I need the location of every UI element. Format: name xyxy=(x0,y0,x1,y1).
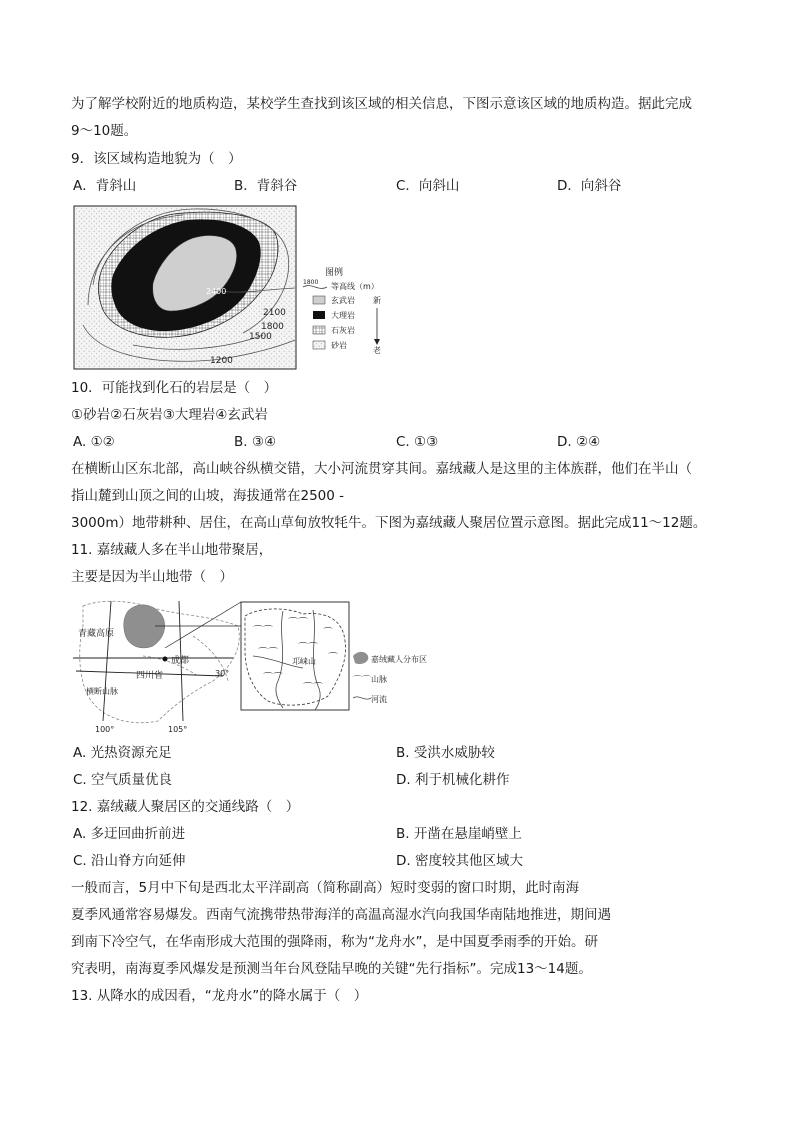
label-qionglai: 邛崃山 xyxy=(292,657,316,666)
q11-option-d: D. 利于机械化耕作 xyxy=(396,772,510,788)
intro1-line1: 为了解学校附近的地质构造，某校学生查找到该区域的相关信息，下图示意该区域的地质构造。据此完成 xyxy=(71,96,692,112)
legend-sandstone: 砂岩 xyxy=(331,341,347,350)
svg-text:⌒: ⌒ xyxy=(328,653,338,664)
q12-option-c: C. 沿山脊方向延伸 xyxy=(73,853,186,869)
label-lon100: 100° xyxy=(95,725,115,734)
q9-option-c: C．向斜山 xyxy=(396,178,460,194)
intro2-line3: 3000m）地带耕种、居住，在高山草甸放牧牦牛。下图为嘉绒藏人聚居位置示意图。据此完成11～12题。 xyxy=(71,515,707,531)
contour-label-1800: 1800 xyxy=(261,322,284,332)
legend-marble: 大理岩 xyxy=(331,311,355,320)
intro3-line1: 一般而言，5月中下旬是西北太平洋副高（简称副高）短时变弱的窗口时期，此时南海 xyxy=(71,880,580,896)
age-old-label: 老 xyxy=(373,346,381,355)
contour-label-1200: 1200 xyxy=(210,356,233,366)
q11-stem-line1: 11. 嘉绒藏人多在半山地带聚居， xyxy=(71,542,273,558)
legend-mountain: 山脉 xyxy=(371,675,387,684)
label-chengdu: 成都 xyxy=(171,656,190,666)
contour-label-2100: 2100 xyxy=(263,308,286,318)
q9-option-d: D．向斜谷 xyxy=(557,178,622,194)
q11-stem-line2: 主要是因为半山地带（ ） xyxy=(71,569,233,585)
q10-stem: 10．可能找到化石的岩层是（ ） xyxy=(71,380,278,396)
legend-basalt: 玄武岩 xyxy=(331,296,355,305)
intro1-line2: 9～10题。 xyxy=(71,123,138,139)
svg-text:⌒⌒: ⌒⌒ xyxy=(298,643,318,654)
q9-stem: 9．该区域构造地貌为（ ） xyxy=(71,151,242,167)
map1-legend xyxy=(303,266,381,355)
q12-option-a: A. 多迂回曲折前进 xyxy=(73,826,186,842)
q11-option-b: B. 受洪水威胁较 xyxy=(396,745,495,761)
label-sichuan: 四川省 xyxy=(136,671,164,681)
q10-option-d: D. ②④ xyxy=(557,434,601,450)
legend-contour-sample: 1800 xyxy=(303,279,319,286)
label-hengduan: 横断山脉 xyxy=(86,687,118,696)
svg-text:⌒⌒: ⌒⌒ xyxy=(353,676,372,686)
label-lon105: 105° xyxy=(168,725,188,734)
age-new-label: 新 xyxy=(373,296,381,305)
legend-contour: 等高线（m） xyxy=(331,282,379,291)
svg-text:⌒⌒: ⌒⌒ xyxy=(263,673,283,684)
label-plateau: 青藏高原 xyxy=(78,629,115,639)
q10-choices: ①砂岩②石灰岩③大理岩④玄武岩 xyxy=(71,407,268,423)
map2-inset xyxy=(241,602,349,710)
svg-text:⌒: ⌒ xyxy=(323,628,333,639)
contour-label-1500: 1500 xyxy=(249,332,272,342)
intro2-line2: 指山麓到山顶之间的山坡，海拔通常在2500 - xyxy=(71,488,345,504)
geology-map xyxy=(73,205,403,371)
q11-option-a: A. 光热资源充足 xyxy=(73,745,172,761)
svg-text:⌒⌒: ⌒⌒ xyxy=(303,683,323,694)
legend-river: 河流 xyxy=(371,695,387,704)
q12-option-d: D. 密度较其他区域大 xyxy=(396,853,523,869)
location-map xyxy=(73,596,453,738)
intro2-line1: 在横断山区东北部，高山峡谷纵横交错，大小河流贯穿其间。嘉绒藏人是这里的主体族群，他们在半山（ xyxy=(71,461,692,477)
legend-title: 图例 xyxy=(325,268,344,278)
q12-option-b: B. 开凿在悬崖峭壁上 xyxy=(396,826,522,842)
q10-option-a: A. ①② xyxy=(73,434,115,450)
map2-legend xyxy=(353,652,427,704)
q12-stem: 12. 嘉绒藏人聚居区的交通线路（ ） xyxy=(71,799,300,815)
contour-label-2400: 2400 xyxy=(206,287,227,296)
q10-option-b: B. ③④ xyxy=(234,434,277,450)
svg-text:⌒⌒: ⌒⌒ xyxy=(253,626,273,637)
q10-option-c: C. ①③ xyxy=(396,434,439,450)
intro3-line3: 到南下冷空气，在华南形成大范围的强降雨，称为“龙舟水”，是中国夏季雨季的开始。研 xyxy=(71,934,598,950)
legend-limestone: 石灰岩 xyxy=(331,326,355,335)
svg-text:⌒⌒: ⌒⌒ xyxy=(288,618,308,629)
intro3-line4: 究表明，南海夏季风爆发是预测当年台风登陆早晚的关键“先行指标”。完成13～14题。 xyxy=(71,961,592,977)
q9-option-b: B．背斜谷 xyxy=(234,178,298,194)
intro3-line2: 夏季风通常容易爆发。西南气流携带热带海洋的高温高湿水汽向我国华南陆地推进，期间遇 xyxy=(71,907,611,923)
legend-jiarong-area: 嘉绒藏人分布区 xyxy=(371,655,427,664)
q13-stem: 13. 从降水的成因看，“龙舟水”的降水属于（ ） xyxy=(71,988,368,1004)
q11-option-c: C. 空气质量优良 xyxy=(73,772,173,788)
q9-option-a: A．背斜山 xyxy=(73,178,137,194)
label-lat30: 30° xyxy=(215,669,230,678)
svg-text:⌒⌒: ⌒⌒ xyxy=(258,648,278,659)
